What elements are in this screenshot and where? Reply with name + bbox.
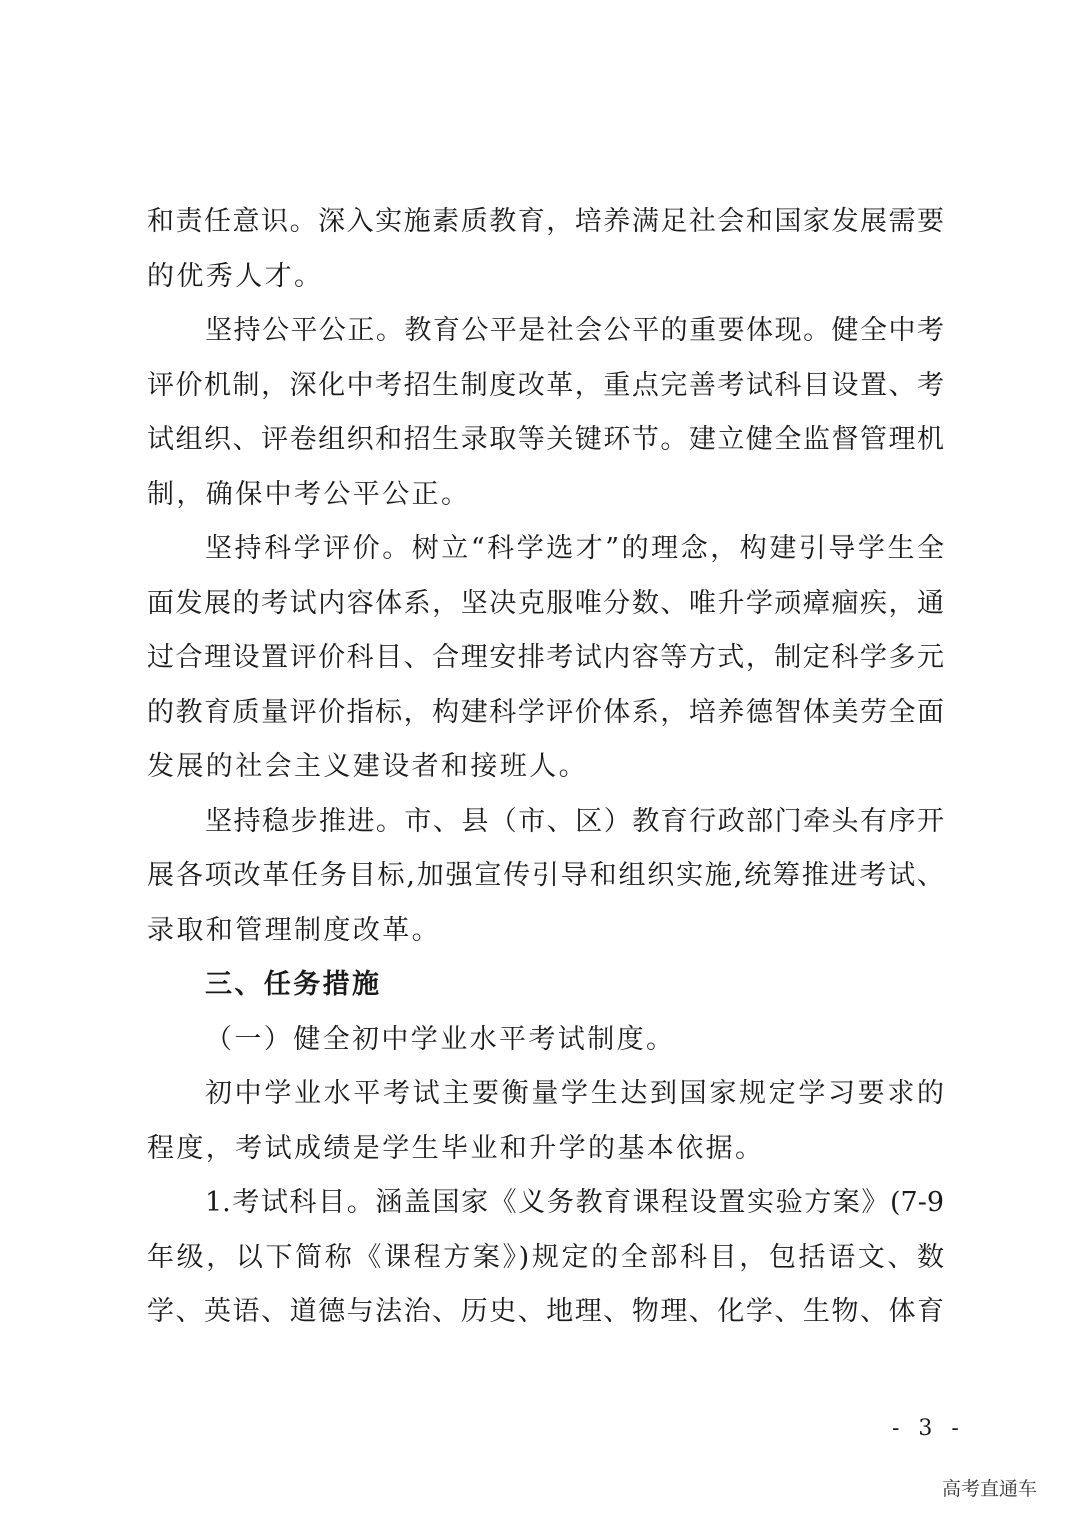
text-line: 发展的社会主义建设者和接班人。 — [147, 751, 588, 782]
text-line: 的教育质量评价指标，构建科学评价体系，培养德智体美劳全面 — [147, 696, 944, 728]
text-line: 面发展的考试内容体系，坚决克服唯分数、唯升学顽瘴痼疾，通 — [147, 587, 944, 619]
text-line: 坚持稳步推进。市、县（市、区）教育行政部门牵头有序开 — [205, 805, 944, 837]
text-line: （一）健全初中学业水平考试制度。 — [205, 1023, 676, 1055]
page-number: - 3 - — [892, 1416, 965, 1441]
text-line: 和责任意识。深入实施素质教育，培养满足社会和国家发展需要 — [147, 206, 944, 237]
text-line: 1.考试科目。涵盖国家《义务教育课程设置实验方案》(7-9 — [205, 1187, 944, 1218]
text-line: 年级，以下简称《课程方案》)规定的全部科目，包括语文、数 — [147, 1241, 944, 1273]
text-line: 展各项改革任务目标,加强宣传引导和组织实施,统筹推进考试、 — [147, 860, 944, 891]
section-heading: 三、任务措施 — [205, 969, 382, 1000]
text-line: 试组织、评卷组织和招生录取等关键环节。建立健全监督管理机 — [147, 424, 944, 455]
text-line: 坚持科学评价。树立“科学选才”的理念，构建引导学生全 — [205, 533, 944, 564]
text-line: 初中学业水平考试主要衡量学生达到国家规定学习要求的 — [205, 1078, 944, 1109]
watermark: 高考直通车 — [942, 1478, 1038, 1500]
text-line: 的优秀人才。 — [147, 260, 324, 292]
text-line: 评价机制，深化中考招生制度改革，重点完善考试科目设置、考 — [147, 369, 944, 401]
text-line: 坚持公平公正。教育公平是社会公平的重要体现。健全中考 — [205, 315, 944, 346]
text-line: 过合理设置评价科目、合理安排考试内容等方式，制定科学多元 — [147, 642, 944, 673]
text-line: 学、英语、道德与法治、历史、地理、物理、化学、生物、体育 — [147, 1296, 944, 1327]
document-body — [147, 195, 944, 1340]
text-line: 录取和管理制度改革。 — [147, 914, 441, 946]
text-line: 制，确保中考公平公正。 — [147, 478, 471, 510]
text-line: 程度，考试成绩是学生毕业和升学的基本依据。 — [147, 1132, 765, 1164]
